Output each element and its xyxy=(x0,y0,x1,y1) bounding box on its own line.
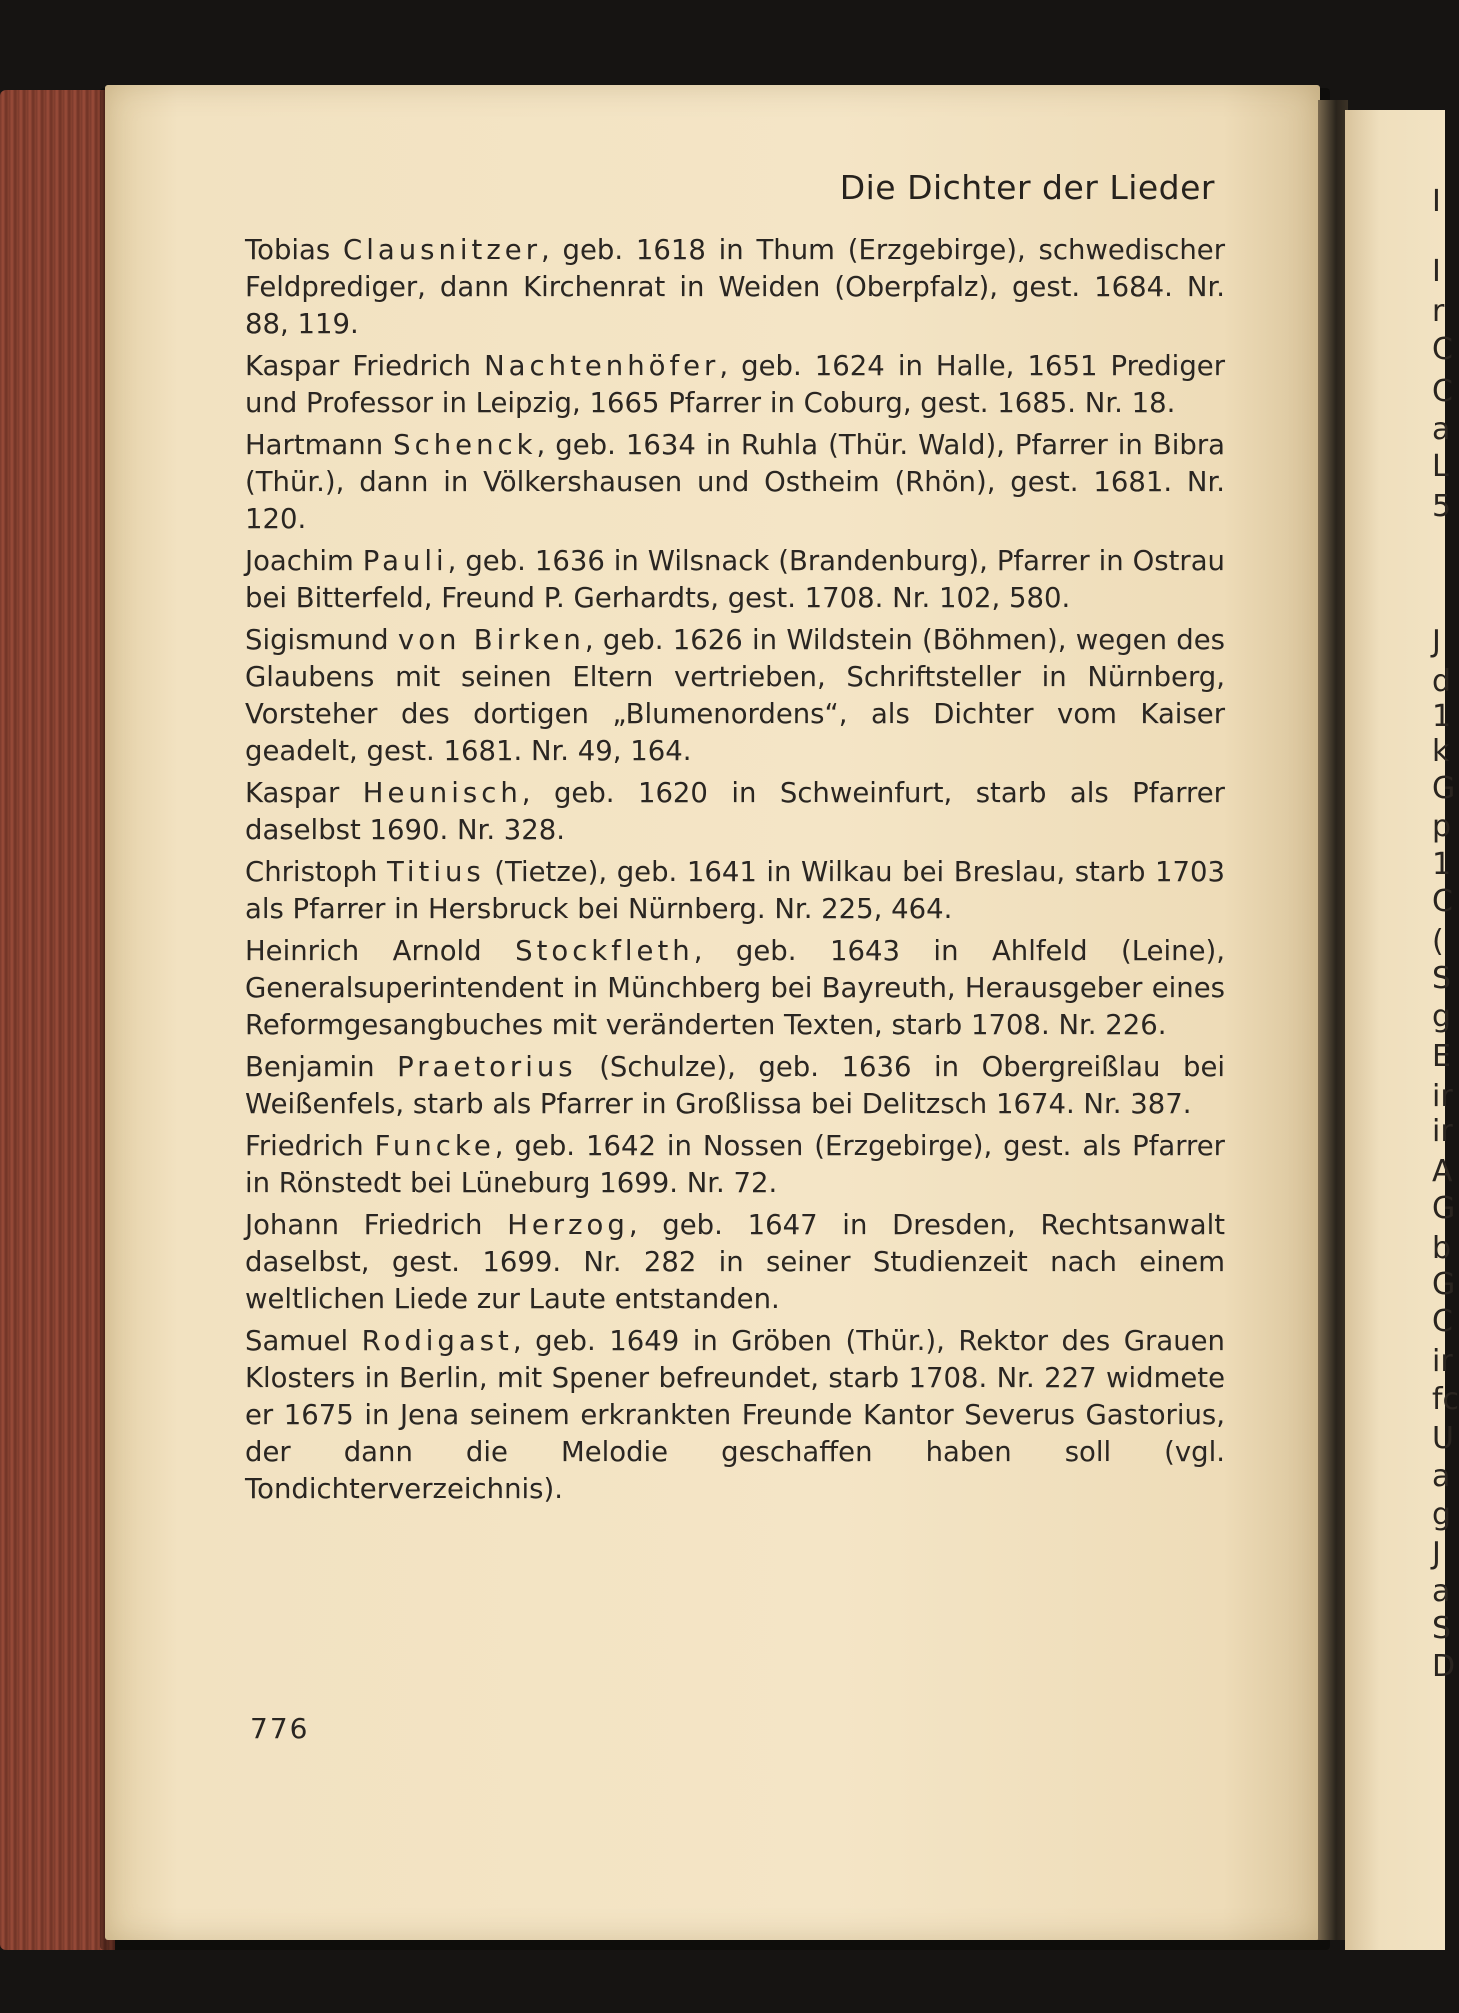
poet-description: (Tietze), geb. 1641 in Wilkau bei Breslau, starb 1703 als Pfarrer in Hersbruck bei Nürnberg. Nr. 225, 464. xyxy=(245,856,1225,925)
poet-surname: Clausnitzer xyxy=(343,234,541,266)
poet-first-name: Sigismund xyxy=(245,624,389,656)
facing-page-letter: C xyxy=(1432,1304,1453,1339)
poet-description: , geb. 1643 in Ahlfeld (Leine), Generalsuperintendent in Münchberg bei Bayreuth, Herausgeber eines Reformgesangbuches mit veränderten Texten, starb 1708. Nr. 226. xyxy=(245,935,1225,1041)
poet-first-name: Heinrich Arnold xyxy=(245,935,482,967)
page-number: 776 xyxy=(250,1712,310,1745)
poet-surname: Nachtenhöfer xyxy=(484,350,720,382)
poet-entry xyxy=(245,543,1225,617)
facing-page-letter: J xyxy=(1432,1536,1441,1571)
poet-description: , geb. 1618 in Thum (Erzgebirge), schwedischer Feldprediger, dann Kirchenrat in Weiden (Oberpfalz), gest. 1684. Nr. 88, 119. xyxy=(245,234,1225,340)
poet-first-name: Kaspar Friedrich xyxy=(245,350,472,382)
facing-page-letter: U xyxy=(1432,1421,1454,1456)
poet-description: , geb. 1649 in Gröben (Thür.), Rektor des Grauen Klosters in Berlin, mit Spener befreundet, starb 1708. Nr. 227 widmete er 1675 in Jena seinem erkrankten Freunde Kantor Severus Gastorius, der dann die Melodie geschaffen haben soll (vgl. Tondichterverzeichnis). xyxy=(245,1325,1225,1505)
poet-entry xyxy=(245,933,1225,1044)
poet-entry xyxy=(245,1128,1225,1202)
poet-surname: Herzog xyxy=(507,1209,629,1241)
poet-first-name: Benjamin xyxy=(245,1051,375,1083)
poet-surname: Pauli xyxy=(362,545,448,577)
facing-page-letter: I xyxy=(1432,254,1441,289)
poet-first-name: Friedrich xyxy=(245,1130,364,1162)
poet-first-name: Hartmann xyxy=(245,429,384,461)
poet-entry xyxy=(245,1049,1225,1123)
poet-first-name: Christoph xyxy=(245,856,378,888)
poet-description: , geb. 1626 in Wildstein (Böhmen), wegen des Glaubens mit seinen Eltern vertrieben, Schriftsteller in Nürnberg, Vorsteher des dortigen „Blumenordens“, als Dichter vom Kaiser geadelt, gest. 1681. Nr. 49, 164. xyxy=(245,624,1225,767)
poet-description: , geb. 1636 in Wilsnack (Brandenburg), Pfarrer in Ostrau bei Bitterfeld, Freund P. Gerhardts, gest. 1708. Nr. 102, 580. xyxy=(245,545,1225,614)
poet-surname: Heunisch xyxy=(362,777,522,809)
facing-page-letter: G xyxy=(1432,1191,1456,1226)
poet-entry xyxy=(245,348,1225,422)
facing-page-letter: p xyxy=(1432,809,1452,844)
facing-page-letter: S xyxy=(1432,961,1452,996)
facing-page-letter: C xyxy=(1432,374,1453,409)
facing-page-letter: 5 xyxy=(1432,489,1452,524)
poet-entry xyxy=(245,427,1225,538)
poet-entry xyxy=(245,622,1225,770)
poet-first-name: Johann Friedrich xyxy=(245,1209,483,1241)
facing-page-letter: 1 xyxy=(1432,699,1452,734)
facing-page-letter: 1 xyxy=(1432,847,1452,882)
poet-description: (Schulze), geb. 1636 in Obergreißlau bei Weißenfels, starb als Pfarrer in Großlissa bei Delitzsch 1674. Nr. 387. xyxy=(245,1051,1225,1120)
facing-page-letter: b xyxy=(1432,1231,1452,1266)
facing-page-letter: E xyxy=(1432,1039,1451,1074)
facing-page-letter: A xyxy=(1432,1154,1453,1189)
poet-first-name: Kaspar xyxy=(245,777,340,809)
facing-page-letter: I xyxy=(1432,184,1441,219)
poet-entry xyxy=(245,1323,1225,1508)
facing-page-letter: L xyxy=(1432,449,1449,484)
poet-entry xyxy=(245,854,1225,928)
book-gutter xyxy=(1318,100,1348,1940)
facing-page-letter: D xyxy=(1432,1649,1456,1684)
poet-description: , geb. 1634 in Ruhla (Thür. Wald), Pfarrer in Bibra (Thür.), dann in Völkershausen und Ostheim (Rhön), gest. 1681. Nr. 120. xyxy=(245,429,1225,535)
poet-description: , geb. 1647 in Dresden, Rechtsanwalt daselbst, gest. 1699. Nr. 282 in seiner Studienzeit nach einem weltlichen Liede zur Laute entstanden. xyxy=(245,1209,1225,1315)
poet-surname: Schenck xyxy=(393,429,537,461)
facing-page-letter: k xyxy=(1432,734,1450,769)
poet-entry xyxy=(245,775,1225,849)
book-edge xyxy=(0,90,115,1950)
facing-page-letter: g xyxy=(1432,999,1452,1034)
poet-surname: Funcke xyxy=(374,1130,495,1162)
facing-page-letter: ir xyxy=(1432,1114,1453,1149)
poet-entry xyxy=(245,232,1225,343)
facing-page-letter: a xyxy=(1432,412,1451,447)
facing-page-letter: J xyxy=(1432,624,1441,659)
facing-page-letter: S xyxy=(1432,1611,1452,1646)
facing-page-letter: G xyxy=(1432,771,1456,806)
facing-page-letter: ir xyxy=(1432,1344,1453,1379)
poet-surname: Rodigast xyxy=(361,1325,513,1357)
facing-page-letter: C xyxy=(1432,332,1453,367)
facing-page-letter: ( xyxy=(1432,924,1444,959)
facing-page-letter: fc xyxy=(1432,1382,1459,1417)
poet-surname: Stockfleth xyxy=(515,935,694,967)
poet-surname: Praetorius xyxy=(397,1051,577,1083)
facing-page-letter: a xyxy=(1432,1574,1451,1609)
poet-surname: von Birken xyxy=(397,624,585,656)
poet-description: , geb. 1620 in Schweinfurt, starb als Pfarrer daselbst 1690. Nr. 328. xyxy=(245,777,1225,846)
poet-entry xyxy=(245,1207,1225,1318)
facing-page-letter: ir xyxy=(1432,1079,1453,1114)
poet-first-name: Tobias xyxy=(245,234,331,266)
facing-page-letter: a xyxy=(1432,1459,1451,1494)
poet-first-name: Samuel xyxy=(245,1325,349,1357)
facing-page-letter: G xyxy=(1432,1267,1456,1302)
poet-surname: Titius xyxy=(386,856,485,888)
facing-page-letter: g xyxy=(1432,1497,1452,1532)
facing-page-letter: d xyxy=(1432,664,1452,699)
poet-first-name: Joachim xyxy=(245,545,354,577)
facing-page-letter: C xyxy=(1432,884,1453,919)
poet-entries xyxy=(245,232,1225,1513)
running-head: Die Dichter der Lieder xyxy=(839,168,1215,207)
poet-description: , geb. 1642 in Nossen (Erzgebirge), gest. als Pfarrer in Rönstedt bei Lüneburg 1699. Nr. 72. xyxy=(245,1130,1225,1199)
facing-page-letter: r xyxy=(1432,294,1445,329)
poet-description: , geb. 1624 in Halle, 1651 Prediger und Professor in Leipzig, 1665 Pfarrer in Coburg, gest. 1685. Nr. 18. xyxy=(245,350,1225,419)
